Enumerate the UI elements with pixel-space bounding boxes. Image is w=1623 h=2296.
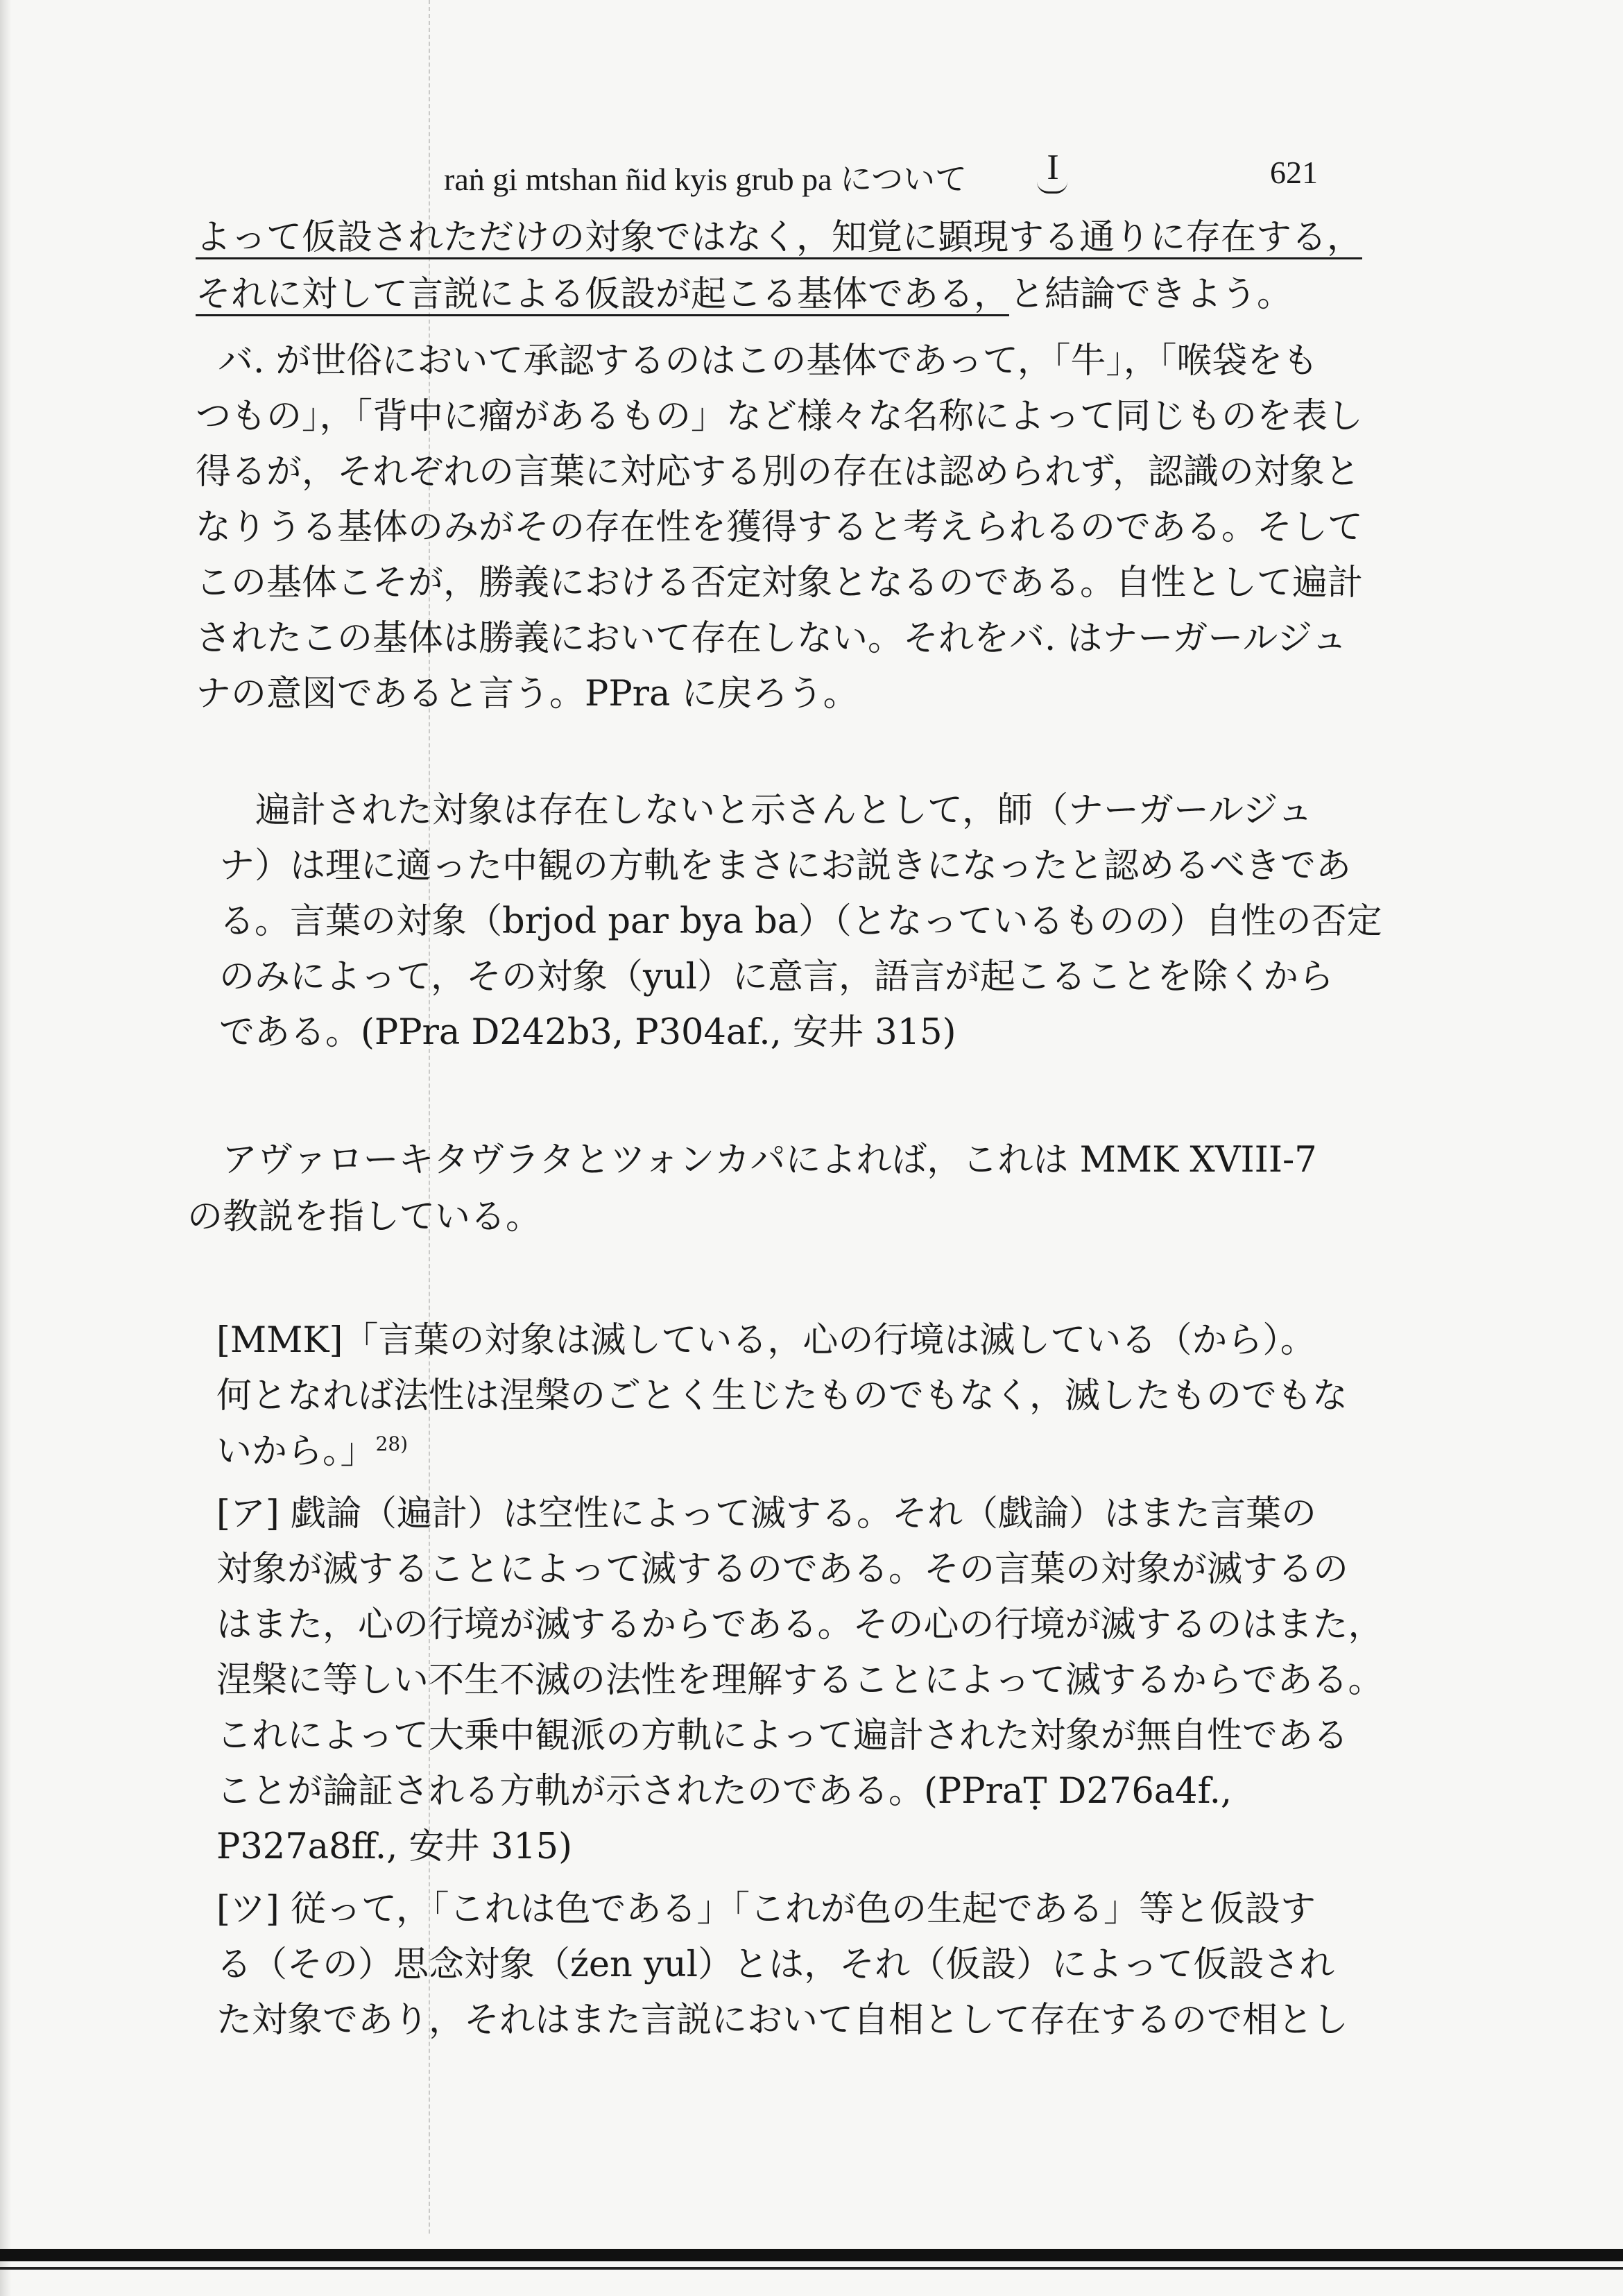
quote-line: た対象であり，それはまた言説において自相として存在するので相とし xyxy=(216,2000,1349,2041)
quote-line: これによって大乗中観派の方軌によって遍計された対象が無自性である xyxy=(216,1715,1349,1756)
paragraph-line: つもの」，「背中に瘤があるもの」など様々な名称によって同じものを表し xyxy=(196,396,1364,437)
quote-line: 遍計された対象は存在しないと示さんとして，師（ナーガールジュ xyxy=(255,790,1313,831)
page-shadow-edge xyxy=(0,0,11,2296)
quote-line: る。言葉の対象（brjod par bya ba）（となっているものの）自性の否定 xyxy=(219,901,1382,942)
page-header xyxy=(444,148,1318,209)
chapter-roman-numeral: I xyxy=(1036,147,1070,188)
quote-line: る（その）思念対象（źen yul）とは，それ（仮設）によって仮設され xyxy=(216,1944,1335,1985)
quote-line: はまた，心の行境が滅するからである。その心の行境が滅するのはまた， xyxy=(216,1604,1384,1645)
scan-bottom-edge-line xyxy=(0,2267,1623,2270)
scan-bottom-edge xyxy=(0,2249,1623,2261)
paragraph-line: バ. が世俗において承認するのはこの基体であって，「牛」，「喉袋をも xyxy=(218,341,1319,382)
paragraph-line: アヴァローキタヴラタとツォンカパによれば，これは MMK XVIII-7 xyxy=(222,1140,1317,1181)
quote-line: [ツ] 従って，「これは色である」「これが色の生起である」等と仮設す xyxy=(216,1889,1316,1930)
quote-line xyxy=(216,1422,408,1473)
quote-line: である。(PPra D242b3, P304af., 安井 315) xyxy=(219,1012,956,1053)
quote-line: のみによって，その対象（yul）に意言，語言が起こることを除くから xyxy=(219,957,1334,997)
running-head: raṅ gi mtshan ñid kyis grub pa について xyxy=(444,162,968,197)
paragraph-line: なりうる基体のみがその存在性を獲得すると考えられるのである。そして xyxy=(196,507,1364,548)
quote-line: 対象が滅することによって滅するのである。その言葉の対象が滅するの xyxy=(216,1549,1349,1590)
page-number: 621 xyxy=(1270,155,1318,190)
quote-line: P327a8ff., 安井 315) xyxy=(216,1826,573,1867)
paragraph-line: 得るが，それぞれの言葉に対応する別の存在は認められず，認識の対象と xyxy=(196,452,1360,492)
quote-line-text: いから。」 xyxy=(216,1431,376,1472)
quote-line: ナ）は理に適った中観の方軌をまさにお説きになったと認めるべきであ xyxy=(219,846,1352,886)
paragraph-line: ナの意図であると言う。PPra に戻ろう。 xyxy=(196,674,859,714)
quote-line: 何となれば法性は涅槃のごとく生じたものでもなく，滅したものでもな xyxy=(216,1376,1348,1416)
quote-line: ことが論証される方軌が示されたのである。(PPraṬ D276a4f., xyxy=(216,1771,1233,1812)
intro-line-2-rest: と結論できよう。 xyxy=(1009,274,1293,315)
quote-line: 涅槃に等しい不生不滅の法性を理解することによって滅するからである。 xyxy=(216,1660,1384,1701)
quote-line: [MMK]「言葉の対象は滅している，心の行境は滅している（から）。 xyxy=(216,1320,1316,1361)
intro-line-2-underlined: それに対して言説による仮設が起こる基体である， xyxy=(196,274,1010,315)
quote-line: [ア] 戯論（遍計）は空性によって滅する。それ（戯論）はまた言葉の xyxy=(216,1493,1317,1534)
intro-line-1: よって仮設されただけの対象ではなく，知覚に顕現する通りに存在する， xyxy=(196,217,1362,258)
paragraph-line: この基体こそが，勝義における否定対象となるのである。自性として遍計 xyxy=(196,563,1364,603)
intro-line-2 xyxy=(196,265,1292,316)
paragraph-line: されたこの基体は勝義において存在しない。それをバ. はナーガールジュ xyxy=(196,618,1348,659)
paragraph-line: の教説を指している。 xyxy=(187,1197,542,1237)
footnote-reference: 28) xyxy=(375,1432,409,1455)
